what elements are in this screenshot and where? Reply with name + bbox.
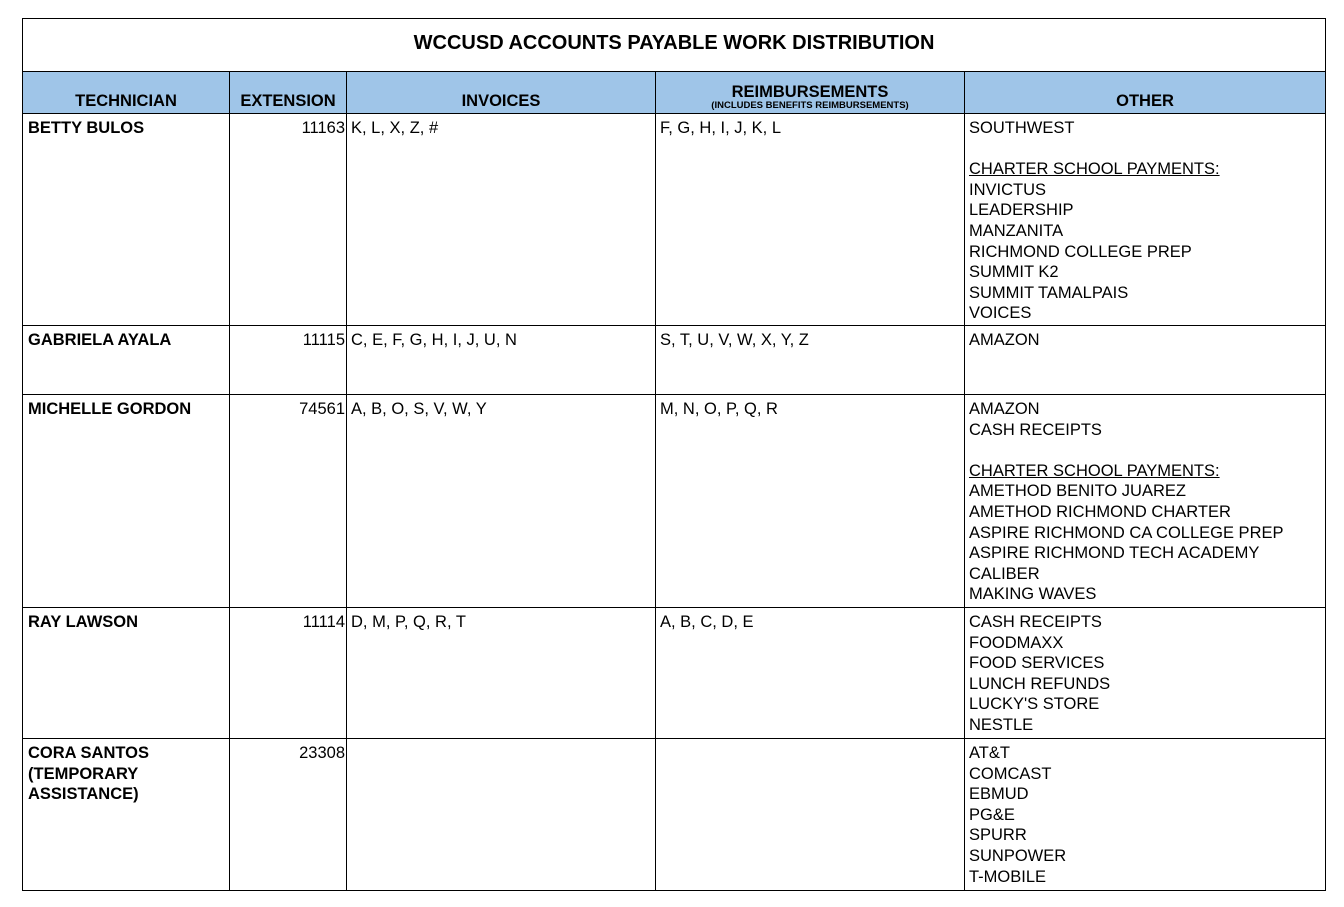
spreadsheet-page: [22, 18, 1324, 891]
reimbursements-header-note: (INCLUDES BENEFITS REIMBURSEMENTS): [711, 100, 909, 111]
other-item: CASH RECEIPTS: [969, 420, 1102, 439]
other-item: MAKING WAVES: [969, 585, 1097, 604]
other-item: LUNCH REFUNDS: [969, 674, 1111, 693]
other-item: INVICTUS: [969, 180, 1047, 199]
technician-name-line: GABRIELA AYALA: [28, 331, 172, 349]
header-row: [23, 72, 1326, 114]
other-item: SUNPOWER: [969, 846, 1067, 865]
other-cell[interactable]: [965, 326, 1326, 395]
technician-cell[interactable]: [23, 114, 230, 326]
technician-name-line: MICHELLE GORDON: [28, 400, 192, 418]
other-item: ASPIRE RICHMOND TECH ACADEMY: [969, 544, 1260, 563]
other-item: SOUTHWEST: [969, 119, 1075, 137]
other-cell[interactable]: [965, 395, 1326, 608]
other-item: RICHMOND COLLEGE PREP: [969, 242, 1192, 261]
technician-cell[interactable]: [23, 608, 230, 739]
document-title: WCCUSD ACCOUNTS PAYABLE WORK DISTRIBUTION: [413, 31, 935, 54]
section-heading: CHARTER SCHOOL PAYMENTS:: [969, 160, 1220, 179]
other-item: AMAZON: [969, 331, 1040, 349]
table-row: [23, 608, 1326, 739]
technician-name-line: (TEMPORARY: [28, 764, 139, 783]
other-item: FOODMAXX: [969, 633, 1064, 652]
invoices-cell[interactable]: A, B, O, S, V, W, Y: [347, 395, 656, 608]
technician-name-line: CORA SANTOS: [28, 744, 150, 762]
blank-line: [969, 440, 1325, 461]
reimbursements-cell[interactable]: S, T, U, V, W, X, Y, Z: [656, 326, 965, 395]
other-item: MANZANITA: [969, 221, 1064, 240]
reimbursements-cell[interactable]: A, B, C, D, E: [656, 608, 965, 739]
other-item: SUMMIT K2: [969, 263, 1059, 282]
column-header-technician[interactable]: TECHNICIAN: [23, 72, 230, 114]
other-item: SUMMIT TAMALPAIS: [969, 283, 1129, 302]
other-item: FOOD SERVICES: [969, 654, 1105, 673]
other-item: EBMUD: [969, 785, 1029, 804]
other-item: T-MOBILE: [969, 867, 1047, 886]
other-cell[interactable]: [965, 114, 1326, 326]
invoices-cell[interactable]: K, L, X, Z, #: [347, 114, 656, 326]
other-item: LEADERSHIP: [969, 201, 1074, 220]
technician-name-line: RAY LAWSON: [28, 613, 139, 631]
other-cell[interactable]: [965, 739, 1326, 891]
reimbursements-header-label: REIMBURSEMENTS: [731, 83, 889, 101]
other-item: LUCKY'S STORE: [969, 695, 1100, 714]
other-item: ASPIRE RICHMOND CA COLLEGE PREP: [969, 523, 1284, 542]
other-item: AMETHOD RICHMOND CHARTER: [969, 502, 1231, 521]
technician-name-line: ASSISTANCE): [28, 785, 139, 804]
document-title-cell[interactable]: [23, 19, 1326, 72]
other-item: AMETHOD BENITO JUAREZ: [969, 482, 1186, 501]
table-row: [23, 395, 1326, 608]
extension-cell[interactable]: 11114: [230, 608, 347, 739]
other-item: NESTLE: [969, 715, 1034, 734]
column-header-other[interactable]: OTHER: [965, 72, 1326, 114]
work-distribution-table: [22, 18, 1326, 891]
technician-cell[interactable]: [23, 739, 230, 891]
other-item: SPURR: [969, 826, 1027, 845]
table-body: [23, 114, 1326, 891]
technician-name-line: BETTY BULOS: [28, 119, 145, 137]
other-item: PG&E: [969, 805, 1015, 824]
other-item: AT&T: [969, 744, 1010, 762]
table-row: [23, 114, 1326, 326]
section-heading: CHARTER SCHOOL PAYMENTS:: [969, 461, 1220, 480]
invoices-cell[interactable]: D, M, P, Q, R, T: [347, 608, 656, 739]
extension-cell[interactable]: 11115: [230, 326, 347, 395]
blank-line: [969, 139, 1325, 160]
extension-cell[interactable]: 11163: [230, 114, 347, 326]
column-header-extension[interactable]: EXTENSION: [230, 72, 347, 114]
other-item: CASH RECEIPTS: [969, 613, 1102, 631]
invoices-cell[interactable]: [347, 739, 656, 891]
extension-cell[interactable]: 23308: [230, 739, 347, 891]
invoices-cell[interactable]: C, E, F, G, H, I, J, U, N: [347, 326, 656, 395]
technician-cell[interactable]: [23, 326, 230, 395]
table-row: [23, 739, 1326, 891]
reimbursements-cell[interactable]: M, N, O, P, Q, R: [656, 395, 965, 608]
column-header-invoices[interactable]: INVOICES: [347, 72, 656, 114]
other-item: AMAZON: [969, 400, 1040, 418]
other-item: COMCAST: [969, 764, 1052, 783]
other-cell[interactable]: [965, 608, 1326, 739]
other-item: VOICES: [969, 304, 1032, 323]
reimbursements-cell[interactable]: F, G, H, I, J, K, L: [656, 114, 965, 326]
extension-cell[interactable]: 74561: [230, 395, 347, 608]
column-header-reimbursements[interactable]: [656, 72, 965, 114]
technician-cell[interactable]: [23, 395, 230, 608]
reimbursements-cell[interactable]: [656, 739, 965, 891]
table-row: [23, 326, 1326, 395]
other-item: CALIBER: [969, 564, 1040, 583]
title-row: [23, 19, 1326, 72]
